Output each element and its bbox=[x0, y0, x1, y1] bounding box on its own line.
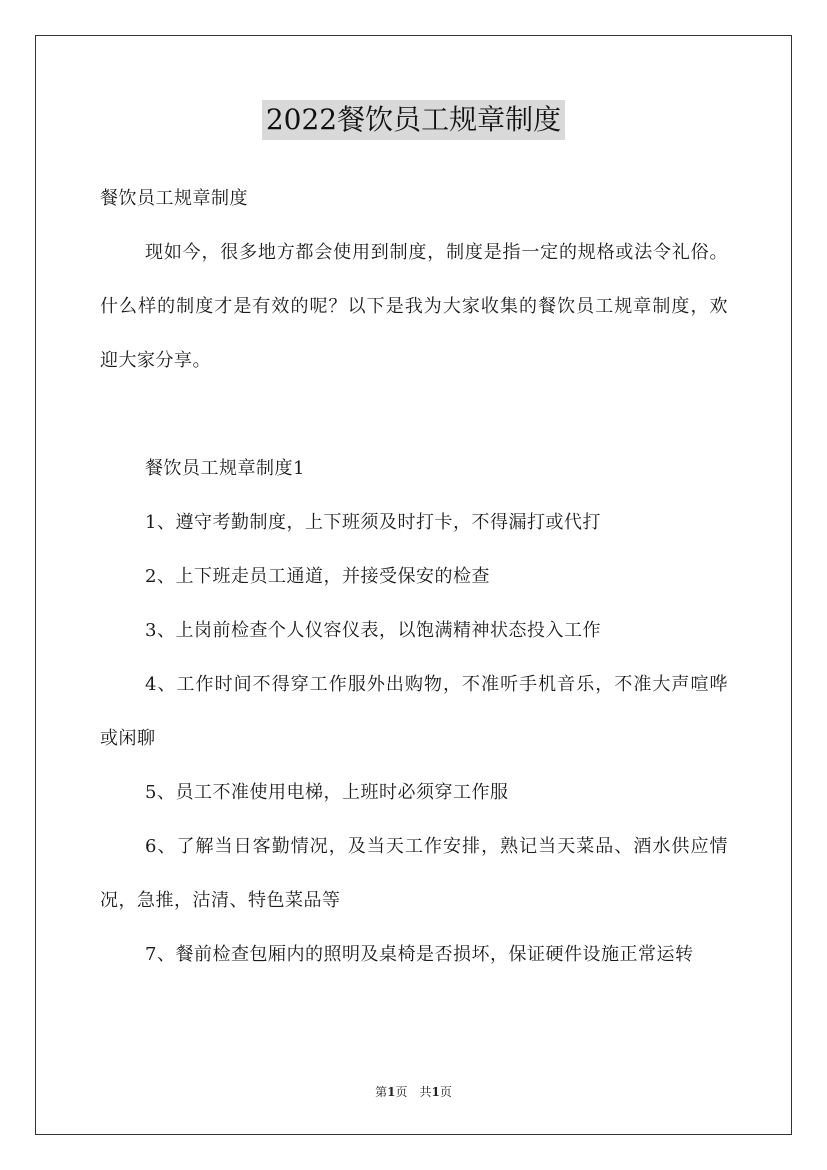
page-footer bbox=[0, 1082, 827, 1102]
rule-item: 6、了解当日客勤情况，及当天工作安排，熟记当天菜品、酒水供应情况，急推，沽清、特色菜品等 bbox=[100, 836, 728, 911]
total-label-prefix: 共 bbox=[419, 1085, 432, 1099]
section-heading: 餐饮员工规章制度1 bbox=[145, 458, 305, 479]
rule-item: 5、员工不准使用电梯，上班时必须穿工作服 bbox=[145, 782, 509, 803]
rule-item: 2、上下班走员工通道，并接受保安的检查 bbox=[145, 566, 490, 587]
title-container bbox=[0, 100, 827, 140]
page-label-suffix: 页 bbox=[395, 1085, 408, 1099]
rule-item: 7、餐前检查包厢内的照明及桌椅是否损坏，保证硬件设施正常运转 bbox=[145, 944, 694, 965]
page-number-current: 1 bbox=[387, 1085, 396, 1099]
page-label-prefix: 第 bbox=[375, 1085, 388, 1099]
intro-paragraph: 现如今，很多地方都会使用到制度，制度是指一定的规格或法令礼俗。什么样的制度才是有效的呢？以下是我为大家收集的餐饮员工规章制度，欢迎大家分享。 bbox=[100, 242, 728, 371]
document-title: 2022餐饮员工规章制度 bbox=[262, 100, 565, 140]
section-spacer bbox=[100, 388, 728, 442]
total-label-suffix: 页 bbox=[439, 1085, 452, 1099]
document-subtitle: 餐饮员工规章制度 bbox=[100, 188, 248, 209]
document-body bbox=[100, 172, 728, 982]
rule-item: 4、工作时间不得穿工作服外出购物，不准听手机音乐，不准大声喧哗或闲聊 bbox=[100, 674, 728, 749]
page-number-total: 1 bbox=[431, 1085, 440, 1099]
rule-item: 3、上岗前检查个人仪容仪表，以饱满精神状态投入工作 bbox=[145, 620, 601, 641]
rule-item: 1、遵守考勤制度，上下班须及时打卡，不得漏打或代打 bbox=[145, 512, 601, 533]
